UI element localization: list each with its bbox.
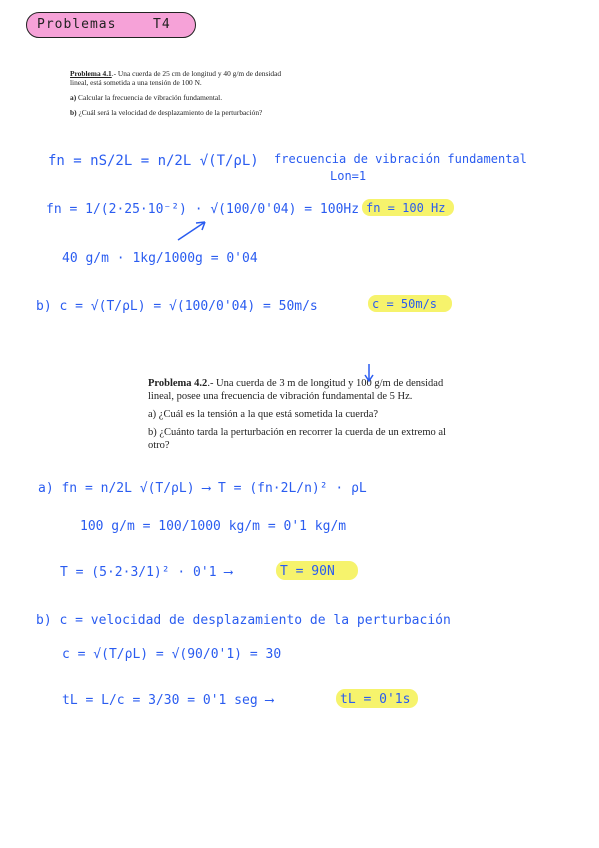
tag-right: T4 — [153, 17, 171, 32]
note-1a: frecuencia de vibración fundamental — [274, 152, 527, 166]
note-line-3: 40 g/m · 1kg/1000g = 0'04 — [62, 251, 258, 266]
note-line-1: fn = nS/2L = n/2L √(T/ρL) — [48, 153, 259, 169]
answer-3: T = 90N — [280, 564, 335, 579]
note-line-5: a) fn = n/2L √(T/ρL) ⟶ T = (fn·2L/n)² · ρL — [38, 481, 367, 496]
note-line-7: T = (5·2·3/1)² · 0'1 ⟶ — [60, 565, 233, 580]
problem-1-title: Problema 4.1 — [70, 69, 112, 78]
problem-1-statement: Problema 4.1.- Una cuerda de 25 cm de longitud y 40 g/m de densidad lineal, está sometida a una tensión de 100 N. — [70, 69, 282, 87]
answer-2: c = 50m/s — [372, 297, 438, 311]
answer-4: tL = 0'1s — [340, 692, 411, 707]
answer-1: fn = 100 Hz — [366, 201, 446, 215]
note-line-8: b) c = velocidad de desplazamiento de la perturbación — [36, 613, 451, 628]
problem-2-title: Problema 4.2 — [148, 378, 208, 389]
arrow-mark-2 — [365, 364, 373, 381]
note-line-4: b) c = √(T/ρL) = √(100/0'04) = 50m/s — [36, 299, 318, 314]
problem-2-part-a: a) ¿Cuál es la tensión a la que está sometida la cuerda? — [148, 409, 379, 420]
problem-1-part-a: a) Calcular la frecuencia de vibración fundamental. — [70, 93, 223, 102]
problem-1-part-b: b) ¿Cuál será la velocidad de desplazamiento de la perturbación? — [70, 108, 263, 117]
note-line-2: fn = 1/(2·25·10⁻²) · √(100/0'04) = 100Hz — [46, 202, 360, 217]
note-line-10: tL = L/c = 3/30 = 0'1 seg ⟶ — [62, 693, 274, 708]
problem-2-statement: Problema 4.2.- Una cuerda de 3 m de longitud y 100 g/m de densidad lineal, posee una frecuencia de vibración fundamental de 5 Hz. — [148, 378, 444, 402]
tag-left: Problemas — [37, 17, 117, 32]
problem-2-part-b: b) ¿Cuánto tarda la perturbación en recorrer la cuerda de un extremo al otro? — [148, 427, 446, 451]
note-line-6: 100 g/m = 100/1000 kg/m = 0'1 kg/m — [80, 519, 347, 534]
arrow-mark-1 — [178, 222, 205, 240]
note-line-9: c = √(T/ρL) = √(90/0'1) = 30 — [62, 647, 282, 662]
note-1b: Lon=1 — [330, 169, 367, 183]
